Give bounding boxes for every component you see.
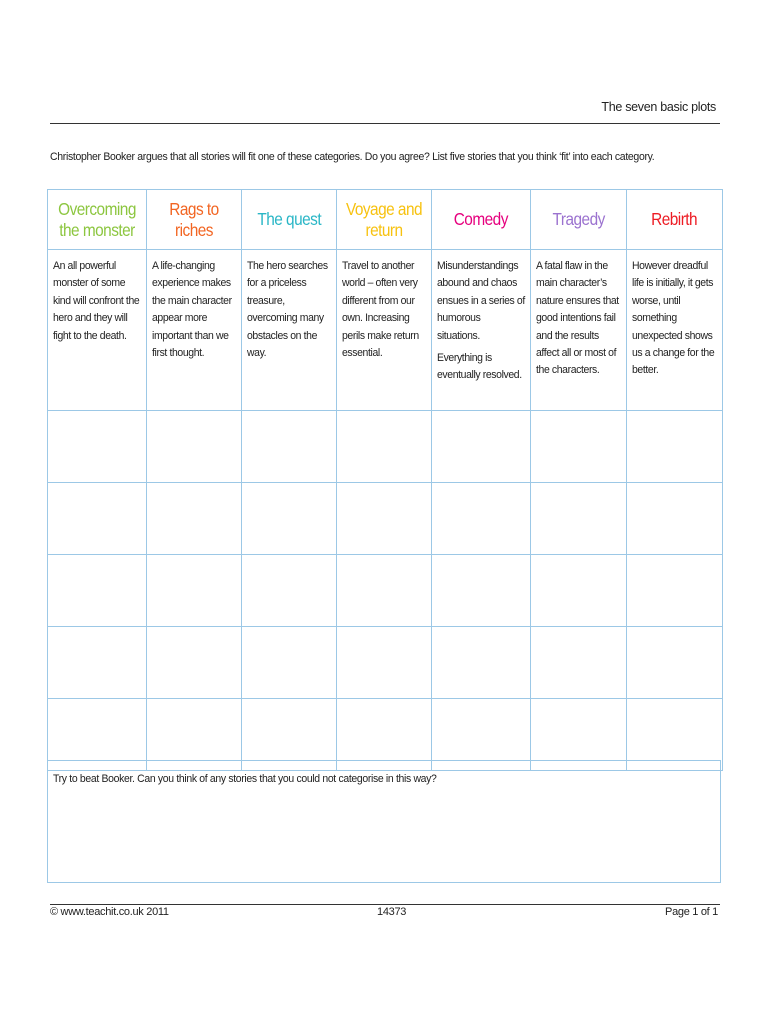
blank-cell[interactable] — [147, 555, 242, 627]
description-text: Travel to another world – often very different from our own. Increasing perils make return essential. — [342, 260, 419, 359]
blank-cell[interactable] — [627, 483, 723, 555]
blank-cell[interactable] — [531, 627, 627, 699]
plot-description — [432, 250, 531, 411]
plot-header — [147, 190, 242, 250]
blank-cell[interactable] — [531, 411, 627, 483]
blank-cell[interactable] — [432, 555, 531, 627]
blank-cell[interactable] — [627, 555, 723, 627]
blank-cell[interactable] — [147, 483, 242, 555]
description-text: A fatal flaw in the main character’s nature ensures that good intentions fail and the results affect all or most of the characters. — [536, 260, 619, 377]
plot-header-label: Tragedy — [552, 209, 605, 229]
blank-cell[interactable] — [337, 411, 432, 483]
description-text: However dreadful life is initially, it gets worse, until something unexpected shows us a change for the better. — [632, 260, 715, 377]
blank-cell[interactable] — [531, 555, 627, 627]
description-text: Everything is eventually resolved. — [437, 351, 522, 382]
plot-header-label: Overcoming the monster — [58, 198, 136, 240]
blank-cell[interactable] — [147, 411, 242, 483]
plot-header-label: Comedy — [453, 209, 509, 229]
beat-booker-prompt: Try to beat Booker. Can you think of any stories that you could not categorise in this way? — [53, 773, 437, 785]
blank-cell[interactable] — [432, 483, 531, 555]
blank-cell[interactable] — [242, 411, 337, 483]
blank-cell[interactable] — [627, 411, 723, 483]
beat-booker-box[interactable] — [47, 760, 721, 883]
description-text: A life-changing experience makes the main character appear more important than we first thought. — [152, 260, 232, 359]
blank-cell[interactable] — [48, 411, 147, 483]
blank-cell[interactable] — [432, 411, 531, 483]
footer-rule — [50, 904, 720, 905]
blank-cell[interactable] — [242, 627, 337, 699]
blank-row — [48, 411, 723, 483]
blank-cell[interactable] — [337, 555, 432, 627]
blank-cell[interactable] — [432, 627, 531, 699]
plot-description — [147, 250, 242, 411]
plot-description — [531, 250, 627, 411]
plot-header — [242, 190, 337, 250]
plots-table — [47, 189, 723, 771]
plot-header-label: The quest — [257, 209, 321, 229]
blank-row — [48, 483, 723, 555]
plot-description — [627, 250, 723, 411]
plot-header — [627, 190, 723, 250]
plot-description — [337, 250, 432, 411]
blank-cell[interactable] — [48, 555, 147, 627]
plot-header — [48, 190, 147, 250]
blank-row — [48, 627, 723, 699]
description-row — [48, 250, 723, 411]
footer-page-number: Page 1 of 1 — [665, 906, 718, 918]
plot-header-label: Rebirth — [651, 209, 698, 229]
description-text: An all powerful monster of some kind will confront the hero and they will fight to the death. — [53, 260, 140, 342]
blank-row — [48, 555, 723, 627]
plot-header — [337, 190, 432, 250]
blank-cell[interactable] — [337, 627, 432, 699]
blank-cell[interactable] — [48, 483, 147, 555]
plot-description — [242, 250, 337, 411]
header-rule — [50, 123, 720, 124]
blank-cell[interactable] — [242, 483, 337, 555]
page-title: The seven basic plots — [601, 100, 716, 114]
plot-header — [531, 190, 627, 250]
blank-cell[interactable] — [337, 483, 432, 555]
plot-header-label: Rags to riches — [169, 198, 219, 240]
header-row — [48, 190, 723, 250]
blank-cell[interactable] — [48, 627, 147, 699]
description-text: Misunderstandings abound and chaos ensues in a series of humorous situations. — [437, 260, 525, 342]
blank-cell[interactable] — [147, 627, 242, 699]
blank-cell[interactable] — [242, 555, 337, 627]
footer-copyright: © www.teachit.co.uk 2011 — [50, 906, 169, 918]
plot-header-label: Voyage and return — [345, 198, 423, 240]
blank-cell[interactable] — [627, 627, 723, 699]
description-text: The hero searches for a priceless treasure, overcoming many obstacles on the way. — [247, 260, 328, 359]
intro-text: Christopher Booker argues that all stories will fit one of these categories. Do you agree? List five stories that you think ‘fit’ into each category. — [50, 151, 655, 163]
plot-header — [432, 190, 531, 250]
plot-description — [48, 250, 147, 411]
blank-cell[interactable] — [531, 483, 627, 555]
footer-code: 14373 — [377, 906, 407, 918]
